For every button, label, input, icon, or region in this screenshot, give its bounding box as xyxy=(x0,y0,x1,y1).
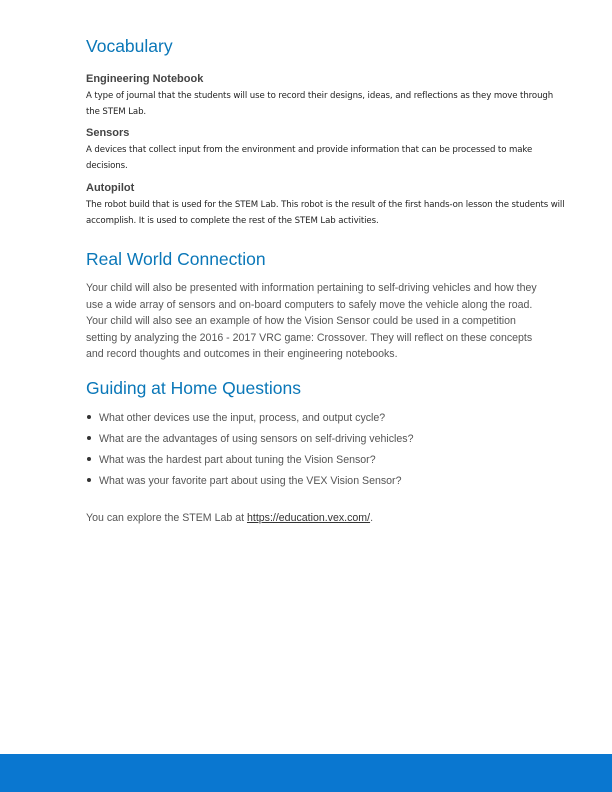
term-title: Autopilot xyxy=(86,182,135,194)
real-world-heading: Real World Connection xyxy=(86,249,266,269)
stem-lab-link[interactable]: https://education.vex.com/ xyxy=(246,511,371,524)
explore-suffix: . xyxy=(370,511,374,524)
question-text: What was the hardest part about tuning the Vision Sensor? xyxy=(99,454,376,466)
question-text: What was your favorite part about using the VEX Vision Sensor? xyxy=(99,475,402,487)
guiding-heading: Guiding at Home Questions xyxy=(86,378,301,398)
explore-prefix: You can explore the STEM Lab at xyxy=(86,511,247,524)
term-definition: The robot build that is used for the STEM Lab. This robot is the result of the first hands-on lesson the students will accomplish. It is used to complete the rest of the STEM Lab activities. xyxy=(86,200,565,226)
question-text: What are the advantages of using sensors on self-driving vehicles? xyxy=(99,433,414,445)
term-title: Engineering Notebook xyxy=(86,73,204,85)
questions-list xyxy=(86,410,413,494)
term-definition: A devices that collect input from the environment and provide information that can be processed to make decisions. xyxy=(86,145,533,171)
list-item xyxy=(86,452,413,473)
footer-bar xyxy=(0,754,612,792)
list-item xyxy=(86,410,413,431)
question-text: What other devices use the input, process, and output cycle? xyxy=(99,412,386,424)
list-item xyxy=(86,431,413,452)
term-autopilot xyxy=(86,182,566,229)
term-title: Sensors xyxy=(86,127,130,139)
bullet-icon xyxy=(87,436,91,440)
term-engineering-notebook xyxy=(86,73,566,120)
term-definition: A type of journal that the students will use to record their designs, ideas, and reflections as they move through the STEM Lab. xyxy=(86,91,554,117)
bullet-icon xyxy=(87,478,91,482)
bullet-icon xyxy=(87,457,91,461)
explore-line xyxy=(86,512,373,524)
bullet-icon xyxy=(87,415,91,419)
term-sensors xyxy=(86,127,566,174)
vocabulary-heading: Vocabulary xyxy=(86,36,173,56)
real-world-paragraph: Your child will also be presented with information pertaining to self-driving vehicles and how they use a wide array of sensors and on-board computers to safely move the vehicle along the road. Your child will also see an example of how the Vision Sensor could be used in a competition setting by analyzing the 2016 - 2017 VRC game: Crossover. They will reflect on these concepts and record thoughts and outcomes in their engineering notebooks. xyxy=(86,282,537,361)
list-item xyxy=(86,473,413,494)
